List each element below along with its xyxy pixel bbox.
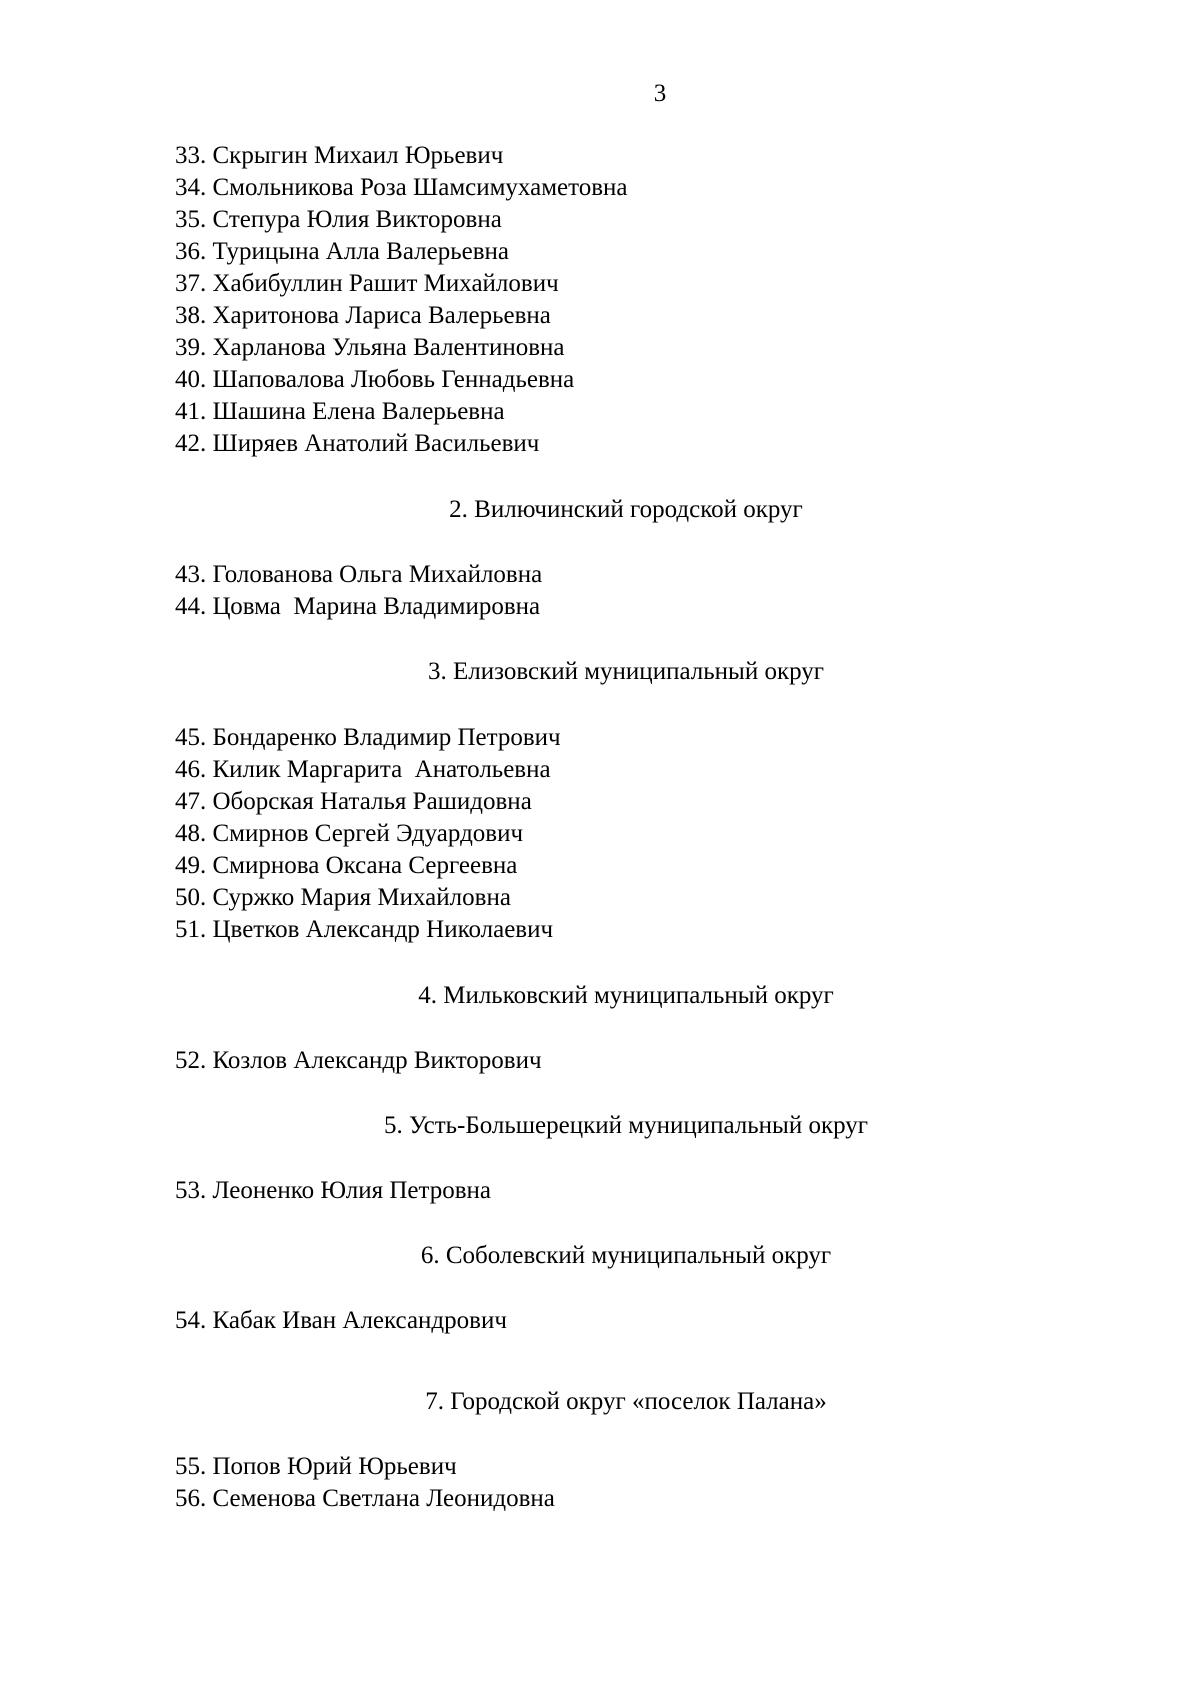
list-item: 47. Оборская Наталья Рашидовна [175,788,532,815]
page-number: 3 [653,80,667,107]
section-heading: 6. Соболевский муниципальный округ [420,1242,832,1269]
list-item: 46. Килик Маргарита Анатольевна [175,756,551,783]
list-item: 35. Степура Юлия Викторовна [175,206,502,233]
list-item: 43. Голованова Ольга Михайловна [175,561,543,588]
list-item: 42. Ширяев Анатолий Васильевич [175,430,540,457]
section-heading: 2. Вилючинский городской округ [449,496,803,523]
list-item: 49. Смирнова Оксана Сергеевна [175,852,518,879]
list-item: 51. Цветков Александр Николаевич [175,916,554,943]
list-item: 37. Хабибуллин Рашит Михайлович [175,270,559,297]
list-item: 45. Бондаренко Владимир Петрович [175,724,561,751]
list-item: 36. Турицына Алла Валерьевна [175,238,509,265]
section-heading: 4. Мильковский муниципальный округ [418,982,834,1009]
list-item: 54. Кабак Иван Александрович [175,1307,507,1334]
section-heading: 5. Усть-Большерецкий муниципальный округ [383,1112,869,1139]
list-item: 52. Козлов Александр Викторович [175,1047,542,1074]
section-heading: 3. Елизовский муниципальный округ [427,658,825,685]
list-item: 34. Смольникова Роза Шамсимухаметовна [175,174,628,201]
list-item: 40. Шаповалова Любовь Геннадьевна [175,366,575,393]
list-item: 53. Леоненко Юлия Петровна [175,1177,491,1204]
list-item: 39. Харланова Ульяна Валентиновна [175,334,565,361]
list-item: 41. Шашина Елена Валерьевна [175,398,505,425]
section-heading: 7. Городской округ «поселок Палана» [425,1388,827,1415]
list-item: 48. Смирнов Сергей Эдуардович [175,820,524,847]
list-item: 38. Харитонова Лариса Валерьевна [175,302,551,329]
list-item: 50. Суржко Мария Михайловна [175,884,511,911]
list-item: 44. Цовма Марина Владимировна [175,593,541,620]
list-item: 33. Скрыгин Михаил Юрьевич [175,142,504,169]
list-item: 56. Семенова Светлана Леонидовна [175,1485,555,1512]
list-item: 55. Попов Юрий Юрьевич [175,1453,457,1480]
